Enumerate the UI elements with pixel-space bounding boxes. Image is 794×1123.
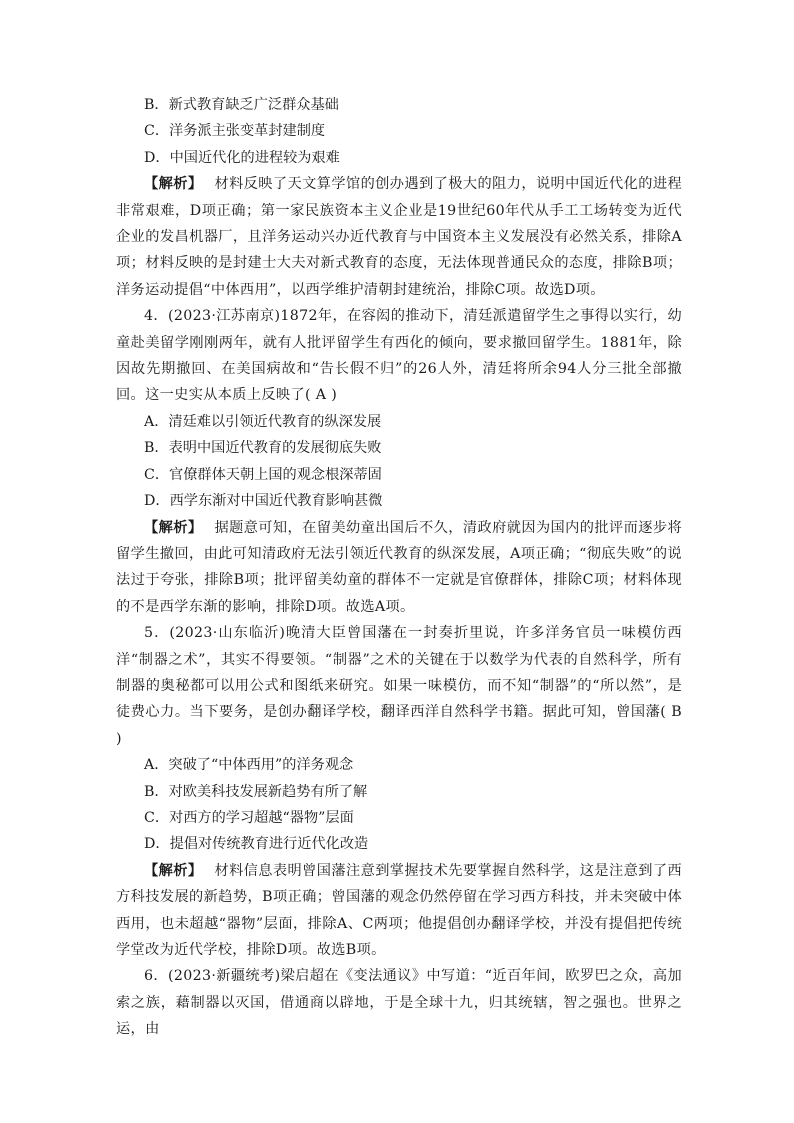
q3-analysis — [116, 171, 682, 303]
q3-analysis-text: 材料反映了天文算学馆的创办遇到了极大的阻力，说明中国近代化的进程非常艰难，D项正确；第一家民族资本主义企业是19世纪60年代从手工工场转变为近代企业的发昌机器厂，且洋务运动兴办近代教育与中国资本主义发展没有必然关系，排除A项；材料反映的是封建士大夫对新式教育的态度，无法体现普通民众的态度，排除B项；洋务运动提倡“中体西用”，以西学维护清朝封建统治，排除C项。故选D项。 — [116, 176, 682, 298]
q4-option-a: A．清廷难以引领近代教育的纵深发展 — [144, 413, 382, 430]
q5-analysis-label: 【解析】 — [144, 862, 203, 879]
q5-option-a: A．突破了“中体西用”的洋务观念 — [144, 757, 354, 774]
q5-option-d: D．提倡对传统教育进行近代化改造 — [144, 836, 369, 853]
q4-analysis — [116, 515, 682, 621]
q3-option-b: B．新式教育缺乏广泛群众基础 — [144, 97, 339, 113]
q5-option-c: C．对西方的学习超越“器物”层面 — [144, 809, 354, 826]
q4-stem: 4．(2023·江苏南京)1872年，在容闳的推动下，清廷派遣留学生之事得以实行，幼童赴美留学刚刚两年，就有人批评留学生有西化的倾向，要求撤回留学生。1881年，除因故先期撤回、在美国病故和“告长假不归”的26人外，清廷将所余94人分三批全部撤回。这一史实从本质上反映了( A ) — [116, 308, 682, 404]
q3-option-c: C．洋务派主张变革封建制度 — [144, 123, 326, 140]
q5-option-b: B．对欧美科技发展新趋势有所了解 — [144, 783, 368, 800]
document-body — [116, 92, 682, 1043]
q4-analysis-text: 据题意可知，在留美幼童出国后不久，清政府就因为国内的批评而逐步将留学生撤回，由此可知清政府无法引领近代教育的纵深发展，A项正确；“彻底失败”的说法过于夸张，排除B项；批评留美幼童的群体不一定就是官僚群体，排除C项；材料体现的不是西学东渐的影响，排除D项。故选A项。 — [116, 519, 682, 615]
q5-analysis-text: 材料信息表明曾国藩注意到掌握技术先要掌握自然科学，这是注意到了西方科技发展的新趋势，B项正确；曾国藩的观念仍然停留在学习西方科技，并未突破中体西用，也未超越“器物”层面，排除A、C两项；他提倡创办翻译学校，并没有提倡把传统学堂改为近代学校，排除D项。故选B项。 — [116, 862, 682, 958]
q5-stem: 5．(2023·山东临沂)晚清大臣曾国藩在一封奏折里说，许多洋务官员一味模仿西洋“制器之术”，其实不得要领。“制器”之术的关键在于以数学为代表的自然科学，所有制器的奥秘都可以用公式和图纸来研究。如果一味模仿，而不知“制器”的“所以然”，是徒费心力。当下要务，是创办翻译学校，翻译西洋自然科学书籍。据此可知，曾国藩( B ) — [116, 625, 682, 747]
q5-analysis — [116, 858, 682, 964]
q3-analysis-label: 【解析】 — [144, 176, 203, 193]
q4-option-d: D．西学东渐对中国近代教育影响甚微 — [144, 493, 383, 510]
q4-option-b: B．表明中国近代教育的发展彻底失败 — [144, 440, 382, 457]
q3-option-d: D．中国近代化的进程较为艰难 — [144, 149, 340, 166]
q6-stem: 6．(2023·新疆统考)梁启超在《变法通议》中写道：“近百年间，欧罗巴之众，高加索之族，藉制器以灭国，借通商以辟地，于是全球十九，归其统辖，智之强也。世界之运，由 — [116, 968, 682, 1038]
q4-analysis-label: 【解析】 — [144, 519, 203, 536]
q4-option-c: C．官僚群体天朝上国的观念根深蒂固 — [144, 466, 382, 483]
